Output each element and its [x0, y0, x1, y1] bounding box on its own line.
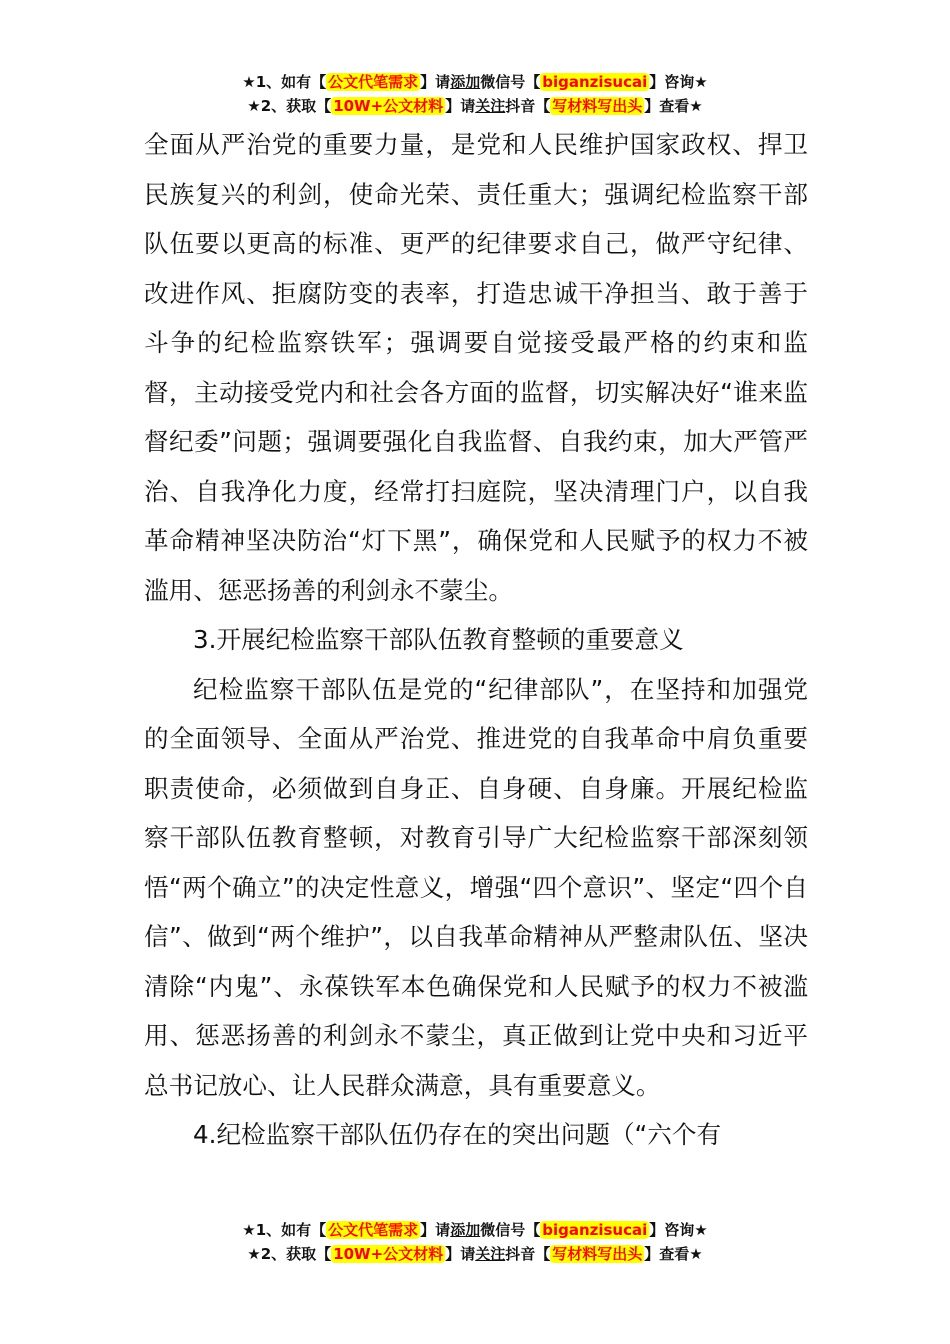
- banner-text: 】咨询★: [649, 1221, 708, 1239]
- star-icon: ★: [242, 1221, 256, 1239]
- section-heading-3: 3.开展纪检监察干部队伍教育整顿的重要意义: [193, 625, 684, 654]
- banner-text: 】查看★: [644, 97, 703, 115]
- banner-text: 1、如有【: [255, 73, 327, 91]
- star-icon: ★: [242, 73, 256, 91]
- banner-line-1: [0, 1218, 950, 1242]
- section-heading-4: 4.纪检监察干部队伍仍存在的突出问题（“六个有: [193, 1120, 722, 1149]
- banner-text: 2、获取【: [260, 97, 332, 115]
- star-icon: ★: [247, 97, 261, 115]
- header-banner: [0, 70, 950, 118]
- banner-text: 】请: [445, 97, 476, 115]
- banner-text: 1、如有【: [255, 1221, 327, 1239]
- highlight-text: 公文代笔需求: [328, 73, 419, 91]
- wechat-id: biganzisucai: [542, 73, 648, 91]
- banner-text: 】请: [420, 73, 451, 91]
- wechat-id: biganzisucai: [542, 1221, 648, 1239]
- douyin-account: 写材料写出头: [552, 1245, 643, 1263]
- paragraph-2: 纪检监察干部队伍是党的“纪律部队”，在坚持和加强党的全面领导、全面从严治党、推进党的自我革命中肩负重要职责使命，必须做到自身正、自身硬、自身廉。开展纪检监察干部队伍教育整顿，对教育引导广大纪检监察干部深刻领悟“两个确立”的决定性意义，增强“四个意识”、坚定“四个自信”、做到“两个维护”，以自我革命精神从严整肃队伍、坚决清除“内鬼”、永葆铁军本色确保党和人民赋予的权力不被滥用、惩恶扬善的利剑永不蒙尘，真正做到让党中央和习近平总书记放心、让人民群众满意，具有重要意义。: [144, 674, 808, 1100]
- paragraph-1: 全面从严治党的重要力量，是党和人民维护国家政权、捍卫民族复兴的利剑，使命光荣、责任重大；强调纪检监察干部队伍要以更高的标准、更严的纪律要求自己，做严守纪律、改进作风、拒腐防变的表率，打造忠诚干净担当、敢于善于斗争的纪检监察铁军；强调要自觉接受最严格的约束和监督，主动接受党内和社会各方面的监督，切实解决好“谁来监督纪委”问题；强调要强化自我监督、自我约束，加大严管严治、自我净化力度，经常打扫庭院，坚决清理门户，以自我革命精神坚决防治“灯下黑”，确保党和人民赋予的权力不被滥用、惩恶扬善的利剑永不蒙尘。: [144, 130, 808, 605]
- banner-text: 微信号【: [480, 1221, 541, 1239]
- banner-text: 】咨询★: [649, 73, 708, 91]
- banner-text: 抖音【: [505, 97, 551, 115]
- banner-text: 2、获取【: [260, 1245, 332, 1263]
- highlight-text: 10W+公文材料: [333, 1245, 444, 1263]
- banner-text: 】请: [420, 1221, 451, 1239]
- underlined-text: 关注: [475, 97, 506, 115]
- banner-line-2: [0, 94, 950, 118]
- banner-line-1: [0, 70, 950, 94]
- banner-text: 微信号【: [480, 73, 541, 91]
- banner-text: 】查看★: [644, 1245, 703, 1263]
- star-icon: ★: [247, 1245, 261, 1263]
- document-body: [144, 120, 808, 1160]
- banner-text: 】请: [445, 1245, 476, 1263]
- underlined-text: 添加: [450, 73, 481, 91]
- highlight-text: 10W+公文材料: [333, 97, 444, 115]
- douyin-account: 写材料写出头: [552, 97, 643, 115]
- banner-line-2: [0, 1242, 950, 1266]
- footer-banner: [0, 1218, 950, 1266]
- underlined-text: 添加: [450, 1221, 481, 1239]
- underlined-text: 关注: [475, 1245, 506, 1263]
- highlight-text: 公文代笔需求: [328, 1221, 419, 1239]
- banner-text: 抖音【: [505, 1245, 551, 1263]
